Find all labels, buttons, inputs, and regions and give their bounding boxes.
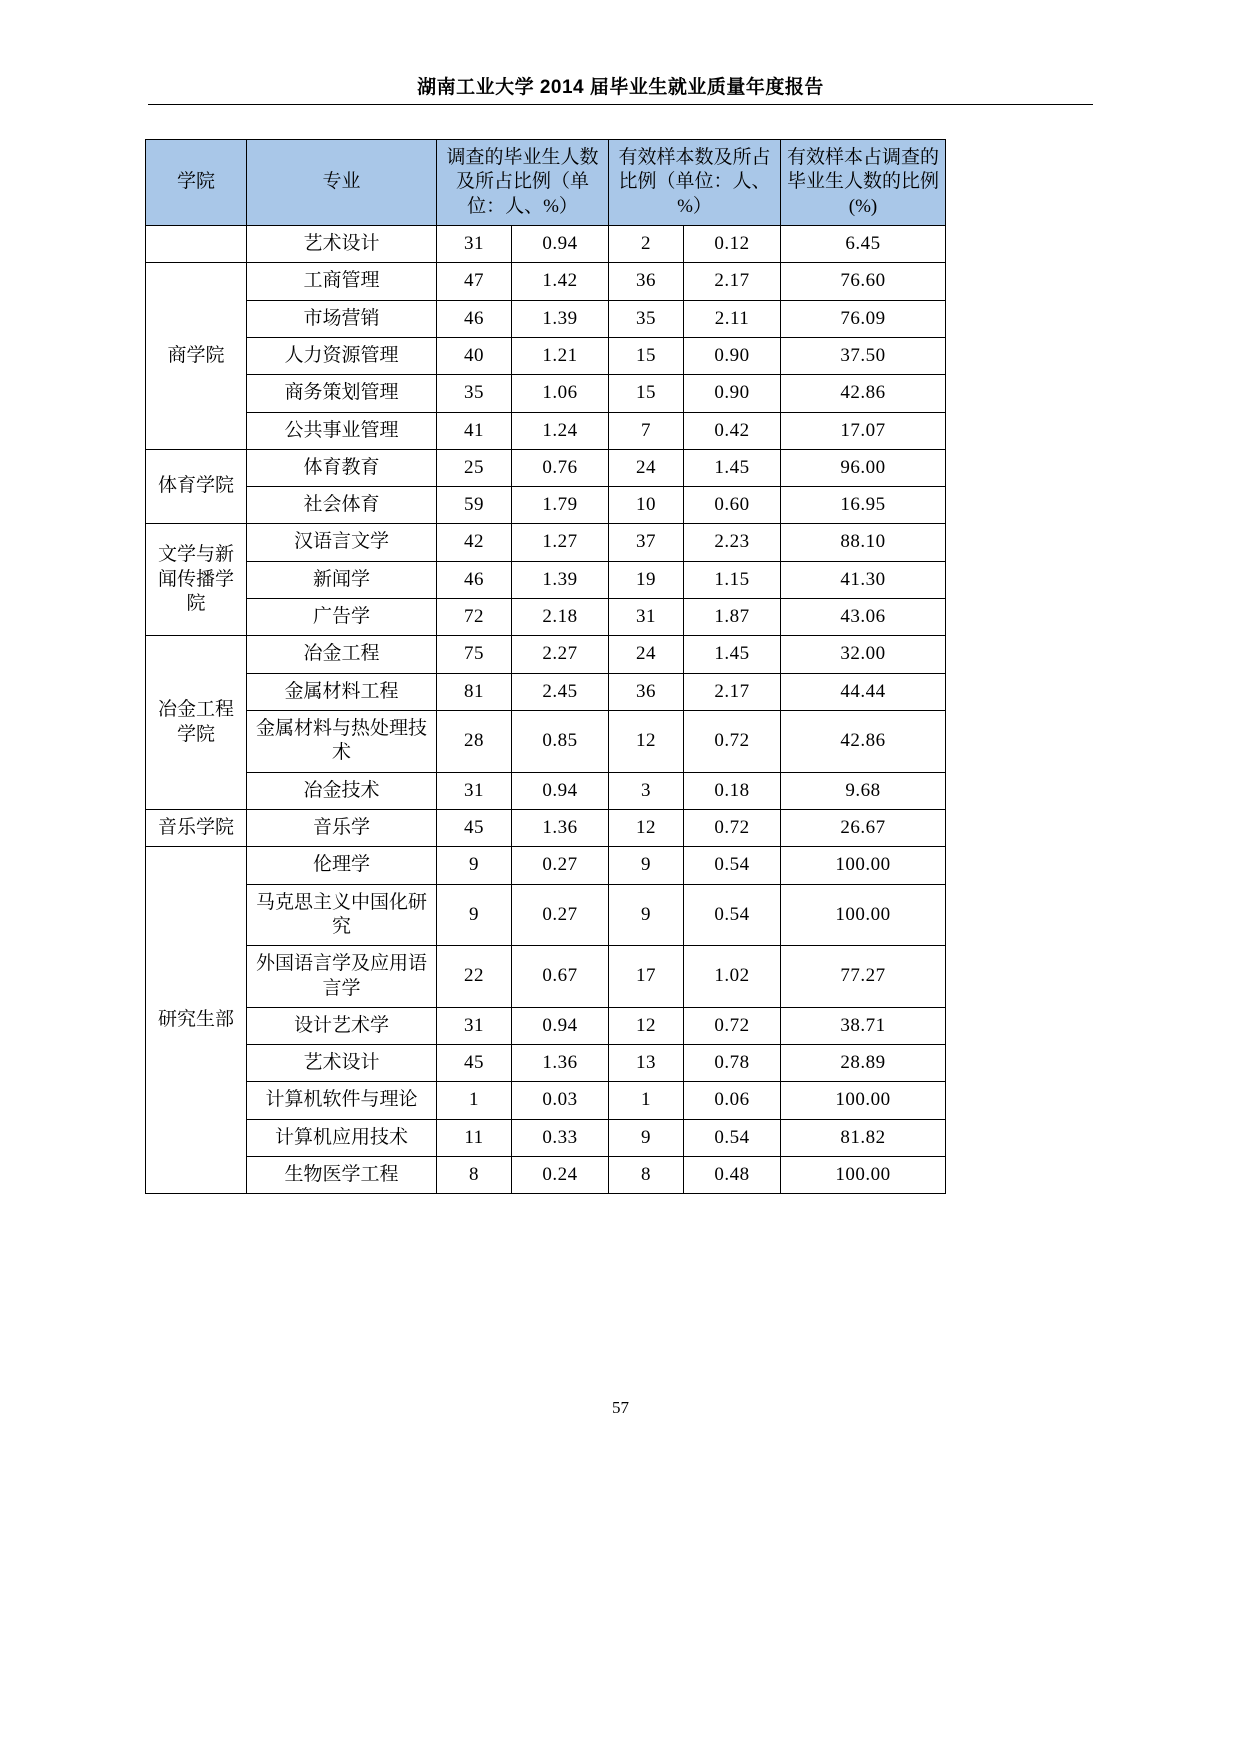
surveyed-count-cell: 72 [437, 599, 512, 636]
valid-percent-cell: 1.02 [684, 946, 781, 1008]
valid-count-cell: 1 [609, 1082, 684, 1119]
ratio-cell: 41.30 [781, 561, 946, 598]
table-row [146, 772, 946, 809]
table-header-row [146, 140, 946, 226]
table-body [146, 225, 946, 1193]
table-row [146, 412, 946, 449]
major-cell: 工商管理 [247, 263, 437, 300]
major-cell: 商务策划管理 [247, 375, 437, 412]
surveyed-percent-cell: 1.42 [512, 263, 609, 300]
page-header [148, 72, 1093, 99]
ratio-cell: 17.07 [781, 412, 946, 449]
header-divider [148, 104, 1093, 105]
major-cell: 艺术设计 [247, 1045, 437, 1082]
ratio-cell: 100.00 [781, 847, 946, 884]
page-title: 湖南工业大学 2014 届毕业生就业质量年度报告 [417, 77, 824, 98]
ratio-cell: 76.60 [781, 263, 946, 300]
surveyed-percent-cell: 1.39 [512, 561, 609, 598]
surveyed-percent-cell: 1.27 [512, 524, 609, 561]
table-row [146, 1045, 946, 1082]
valid-count-cell: 35 [609, 300, 684, 337]
table-row [146, 1119, 946, 1156]
valid-count-cell: 12 [609, 711, 684, 773]
valid-count-cell: 9 [609, 884, 684, 946]
major-cell: 冶金工程 [247, 636, 437, 673]
valid-count-cell: 9 [609, 1119, 684, 1156]
major-cell: 计算机应用技术 [247, 1119, 437, 1156]
ratio-cell: 38.71 [781, 1007, 946, 1044]
major-cell: 新闻学 [247, 561, 437, 598]
major-cell: 冶金技术 [247, 772, 437, 809]
table-row [146, 599, 946, 636]
valid-count-cell: 2 [609, 225, 684, 262]
table-row [146, 946, 946, 1008]
major-cell: 设计艺术学 [247, 1007, 437, 1044]
valid-percent-cell: 2.17 [684, 673, 781, 710]
valid-percent-cell: 2.17 [684, 263, 781, 300]
valid-percent-cell: 0.54 [684, 1119, 781, 1156]
valid-percent-cell: 0.90 [684, 375, 781, 412]
valid-count-cell: 9 [609, 847, 684, 884]
valid-count-cell: 37 [609, 524, 684, 561]
valid-count-cell: 24 [609, 449, 684, 486]
surveyed-percent-cell: 1.36 [512, 809, 609, 846]
ratio-cell: 81.82 [781, 1119, 946, 1156]
surveyed-count-cell: 1 [437, 1082, 512, 1119]
ratio-cell: 6.45 [781, 225, 946, 262]
college-cell [146, 225, 247, 262]
ratio-cell: 28.89 [781, 1045, 946, 1082]
surveyed-percent-cell: 2.27 [512, 636, 609, 673]
surveyed-count-cell: 45 [437, 809, 512, 846]
major-cell: 生物医学工程 [247, 1157, 437, 1194]
valid-count-cell: 24 [609, 636, 684, 673]
table-row [146, 1082, 946, 1119]
valid-count-cell: 36 [609, 263, 684, 300]
surveyed-percent-cell: 0.27 [512, 884, 609, 946]
ratio-cell: 42.86 [781, 375, 946, 412]
surveyed-percent-cell: 0.76 [512, 449, 609, 486]
ratio-cell: 44.44 [781, 673, 946, 710]
surveyed-count-cell: 31 [437, 772, 512, 809]
valid-percent-cell: 0.60 [684, 487, 781, 524]
surveyed-count-cell: 40 [437, 337, 512, 374]
valid-percent-cell: 2.11 [684, 300, 781, 337]
valid-count-cell: 7 [609, 412, 684, 449]
surveyed-count-cell: 25 [437, 449, 512, 486]
table-row [146, 449, 946, 486]
surveyed-count-cell: 31 [437, 225, 512, 262]
table-row [146, 847, 946, 884]
surveyed-percent-cell: 2.45 [512, 673, 609, 710]
major-cell: 音乐学 [247, 809, 437, 846]
table-row [146, 524, 946, 561]
valid-percent-cell: 0.72 [684, 711, 781, 773]
table-row [146, 375, 946, 412]
surveyed-count-cell: 11 [437, 1119, 512, 1156]
surveyed-count-cell: 81 [437, 673, 512, 710]
college-cell: 研究生部 [146, 847, 247, 1194]
surveyed-percent-cell: 0.33 [512, 1119, 609, 1156]
table-row [146, 884, 946, 946]
valid-count-cell: 10 [609, 487, 684, 524]
surveyed-percent-cell: 0.94 [512, 1007, 609, 1044]
surveyed-percent-cell: 0.94 [512, 772, 609, 809]
valid-count-cell: 15 [609, 337, 684, 374]
surveyed-count-cell: 47 [437, 263, 512, 300]
column-header-college: 学院 [146, 140, 247, 226]
valid-percent-cell: 0.72 [684, 1007, 781, 1044]
table-row [146, 673, 946, 710]
column-header-surveyed: 调查的毕业生人数及所占比例（单位：人、%） [437, 140, 609, 226]
ratio-cell: 96.00 [781, 449, 946, 486]
valid-count-cell: 19 [609, 561, 684, 598]
surveyed-count-cell: 75 [437, 636, 512, 673]
surveyed-percent-cell: 0.27 [512, 847, 609, 884]
surveyed-percent-cell: 1.21 [512, 337, 609, 374]
valid-count-cell: 8 [609, 1157, 684, 1194]
ratio-cell: 76.09 [781, 300, 946, 337]
surveyed-count-cell: 45 [437, 1045, 512, 1082]
major-cell: 金属材料工程 [247, 673, 437, 710]
valid-count-cell: 13 [609, 1045, 684, 1082]
ratio-cell: 100.00 [781, 1157, 946, 1194]
college-cell: 商学院 [146, 263, 247, 450]
valid-percent-cell: 0.54 [684, 884, 781, 946]
valid-count-cell: 15 [609, 375, 684, 412]
major-cell: 外国语言学及应用语言学 [247, 946, 437, 1008]
ratio-cell: 43.06 [781, 599, 946, 636]
ratio-cell: 88.10 [781, 524, 946, 561]
ratio-cell: 77.27 [781, 946, 946, 1008]
surveyed-percent-cell: 1.79 [512, 487, 609, 524]
surveyed-count-cell: 59 [437, 487, 512, 524]
major-cell: 公共事业管理 [247, 412, 437, 449]
valid-percent-cell: 0.06 [684, 1082, 781, 1119]
major-cell: 体育教育 [247, 449, 437, 486]
surveyed-count-cell: 41 [437, 412, 512, 449]
table-row [146, 337, 946, 374]
column-header-major: 专业 [247, 140, 437, 226]
surveyed-percent-cell: 1.39 [512, 300, 609, 337]
valid-percent-cell: 1.87 [684, 599, 781, 636]
surveyed-count-cell: 35 [437, 375, 512, 412]
valid-count-cell: 3 [609, 772, 684, 809]
valid-count-cell: 12 [609, 809, 684, 846]
valid-percent-cell: 1.45 [684, 636, 781, 673]
college-cell: 文学与新闻传播学院 [146, 524, 247, 636]
surveyed-percent-cell: 0.67 [512, 946, 609, 1008]
major-cell: 金属材料与热处理技术 [247, 711, 437, 773]
valid-percent-cell: 0.90 [684, 337, 781, 374]
major-cell: 汉语言文学 [247, 524, 437, 561]
surveyed-count-cell: 9 [437, 884, 512, 946]
surveyed-percent-cell: 0.24 [512, 1157, 609, 1194]
ratio-cell: 16.95 [781, 487, 946, 524]
ratio-cell: 32.00 [781, 636, 946, 673]
valid-percent-cell: 2.23 [684, 524, 781, 561]
ratio-cell: 42.86 [781, 711, 946, 773]
table-row [146, 1157, 946, 1194]
major-cell: 社会体育 [247, 487, 437, 524]
valid-percent-cell: 0.78 [684, 1045, 781, 1082]
employment-survey-table [145, 139, 946, 1194]
valid-percent-cell: 0.72 [684, 809, 781, 846]
valid-percent-cell: 0.42 [684, 412, 781, 449]
surveyed-count-cell: 31 [437, 1007, 512, 1044]
ratio-cell: 26.67 [781, 809, 946, 846]
valid-percent-cell: 0.54 [684, 847, 781, 884]
major-cell: 市场营销 [247, 300, 437, 337]
surveyed-percent-cell: 0.85 [512, 711, 609, 773]
ratio-cell: 100.00 [781, 884, 946, 946]
valid-count-cell: 17 [609, 946, 684, 1008]
college-cell: 音乐学院 [146, 809, 247, 846]
valid-percent-cell: 0.18 [684, 772, 781, 809]
ratio-cell: 37.50 [781, 337, 946, 374]
surveyed-count-cell: 28 [437, 711, 512, 773]
valid-percent-cell: 1.15 [684, 561, 781, 598]
surveyed-percent-cell: 1.06 [512, 375, 609, 412]
surveyed-count-cell: 9 [437, 847, 512, 884]
valid-count-cell: 31 [609, 599, 684, 636]
surveyed-percent-cell: 0.03 [512, 1082, 609, 1119]
surveyed-percent-cell: 1.24 [512, 412, 609, 449]
table-row [146, 636, 946, 673]
table-row [146, 487, 946, 524]
valid-percent-cell: 1.45 [684, 449, 781, 486]
major-cell: 伦理学 [247, 847, 437, 884]
table-row [146, 711, 946, 773]
major-cell: 广告学 [247, 599, 437, 636]
table-row [146, 225, 946, 262]
column-header-ratio: 有效样本占调查的毕业生人数的比例 (%) [781, 140, 946, 226]
table-row [146, 263, 946, 300]
valid-count-cell: 36 [609, 673, 684, 710]
table-row [146, 300, 946, 337]
major-cell: 艺术设计 [247, 225, 437, 262]
surveyed-count-cell: 46 [437, 561, 512, 598]
ratio-cell: 100.00 [781, 1082, 946, 1119]
college-cell: 体育学院 [146, 449, 247, 524]
major-cell: 马克思主义中国化研究 [247, 884, 437, 946]
surveyed-count-cell: 22 [437, 946, 512, 1008]
table-row [146, 561, 946, 598]
major-cell: 计算机软件与理论 [247, 1082, 437, 1119]
college-cell: 冶金工程学院 [146, 636, 247, 810]
valid-percent-cell: 0.48 [684, 1157, 781, 1194]
table-row [146, 1007, 946, 1044]
surveyed-percent-cell: 1.36 [512, 1045, 609, 1082]
page-number: 57 [612, 1398, 629, 1417]
surveyed-percent-cell: 0.94 [512, 225, 609, 262]
surveyed-count-cell: 8 [437, 1157, 512, 1194]
major-cell: 人力资源管理 [247, 337, 437, 374]
column-header-valid-samples: 有效样本数及所占比例（单位：人、%） [609, 140, 781, 226]
valid-percent-cell: 0.12 [684, 225, 781, 262]
surveyed-count-cell: 42 [437, 524, 512, 561]
table-row [146, 809, 946, 846]
surveyed-percent-cell: 2.18 [512, 599, 609, 636]
surveyed-count-cell: 46 [437, 300, 512, 337]
valid-count-cell: 12 [609, 1007, 684, 1044]
ratio-cell: 9.68 [781, 772, 946, 809]
